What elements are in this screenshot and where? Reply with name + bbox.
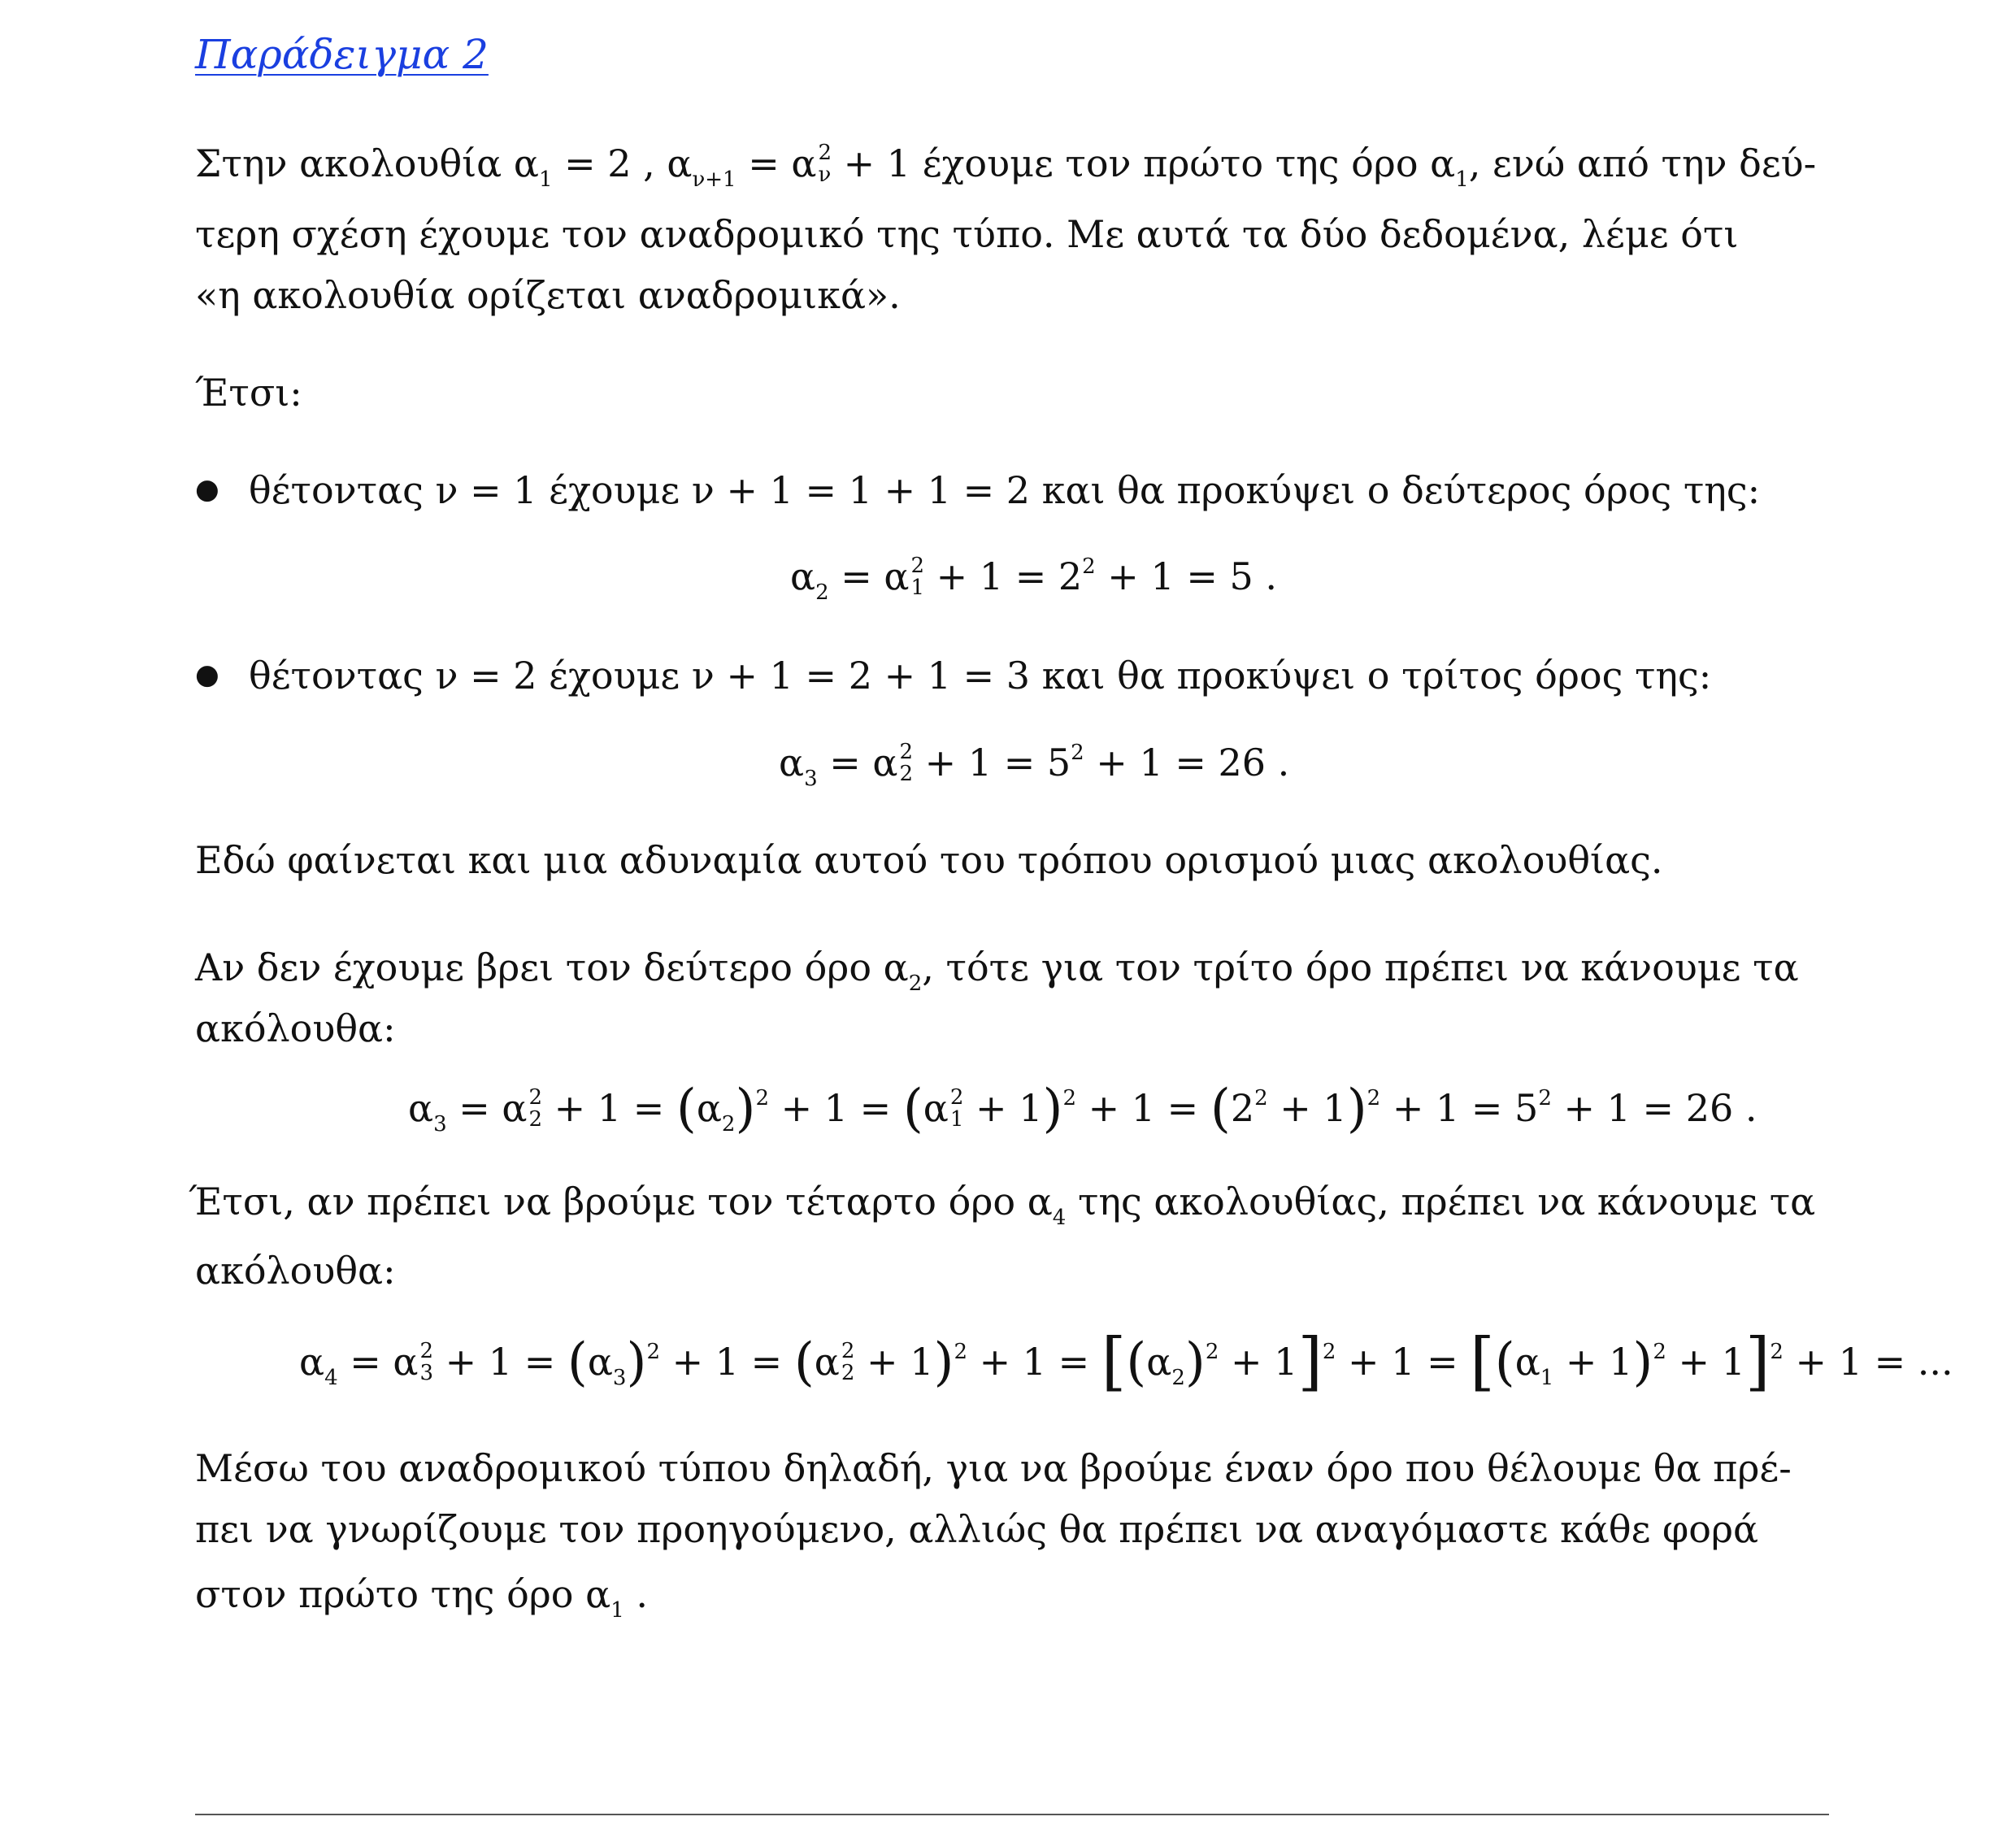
example-title[interactable]: Παράδειγμα 2	[195, 31, 489, 78]
paragraph-3-line-2: ακόλουθα:	[195, 1006, 396, 1050]
bullet-1-text: θέτοντας ν = 1 έχουμε ν + 1 = 1 + 1 = 2 και θα προκύψει ο δεύτερος όρος της:	[249, 468, 1761, 512]
equation-a3-expanded: $\alpha_3 = \alpha$ 2 2 + $1 = (\alpha_2)^2 + 1 = (\alpha$ 2 1 + $1)^2 + 1 = (2^2 + 1)^2 + 1 = 5^2 + 1 = 26$ .	[408, 1079, 1757, 1139]
paragraph-1-line-1: Στην ακολουθία $\alpha_1 = 2$ , $\alpha_{\nu+1} = \alpha$ 2 ν + 1 έχουμε τον πρώτο της όρο $\alpha_1$, ενώ από την δεύ-	[195, 140, 1817, 192]
paragraph-1-line-3: «η ακολουθία ορίζεται αναδρομικά».	[195, 273, 901, 317]
equation-a3: $\alpha_3 = \alpha$ 2 2 + $1 = 5^2 + 1 = 26$ .	[779, 739, 1290, 791]
paragraph-4-line-2: ακόλουθα:	[195, 1249, 396, 1293]
etsi-label: Έτσι:	[195, 371, 302, 415]
paragraph-5-line-1: Μέσω του αναδρομικού τύπου δηλαδή, για να βρούμε έναν όρο που θέλουμε θα πρέ-	[195, 1446, 1792, 1490]
bullet-2-icon: ●	[195, 658, 219, 691]
paragraph-5-line-2: πει να γνωρίζουμε τον προηγούμενο, αλλιώς θα πρέπει να αναγόμαστε κάθε φορά	[195, 1507, 1759, 1551]
bottom-divider	[195, 1814, 1829, 1815]
bullet-2-text: θέτοντας ν = 2 έχουμε ν + 1 = 2 + 1 = 3 και θα προκύψει ο τρίτος όρος της:	[249, 654, 1712, 698]
equation-a2: $\alpha_2 = \alpha$ 2 1 + $1 = 2^2 + 1 = 5$ .	[790, 553, 1278, 605]
paragraph-3-line-1: Αν δεν έχουμε βρει τον δεύτερο όρο $\alpha_2$, τότε για τον τρίτο όρο πρέπει να κάνουμε τα	[195, 945, 1799, 996]
paragraph-1-line-2: τερη σχέση έχουμε τον αναδρομικό της τύπο. Με αυτά τα δύο δεδομένα, λέμε ότι	[195, 212, 1739, 256]
bullet-1-icon: ●	[195, 473, 219, 506]
paragraph-4-line-1: Έτσι, αν πρέπει να βρούμε τον τέταρτο όρο $\alpha_4$ της ακολουθίας, πρέπει να κάνουμε τα	[189, 1180, 1816, 1230]
equation-a4-expanded: $\alpha_4 = \alpha$ 2 3 + $1 = (\alpha_3)^2 + 1 = (\alpha$ 2 2 + $1)^2 + 1 = [(\alpha_2)^2 + 1]^2 + 1 = [(\alpha_1 + 1)^2 + 1]^2 + 1$ = ...	[299, 1325, 1953, 1398]
paragraph-5-line-3: στον πρώτο της όρο $\alpha_1$ .	[195, 1572, 648, 1623]
paragraph-2: Εδώ φαίνεται και μια αδυναμία αυτού του τρόπου ορισμού μιας ακολουθίας.	[195, 838, 1663, 882]
